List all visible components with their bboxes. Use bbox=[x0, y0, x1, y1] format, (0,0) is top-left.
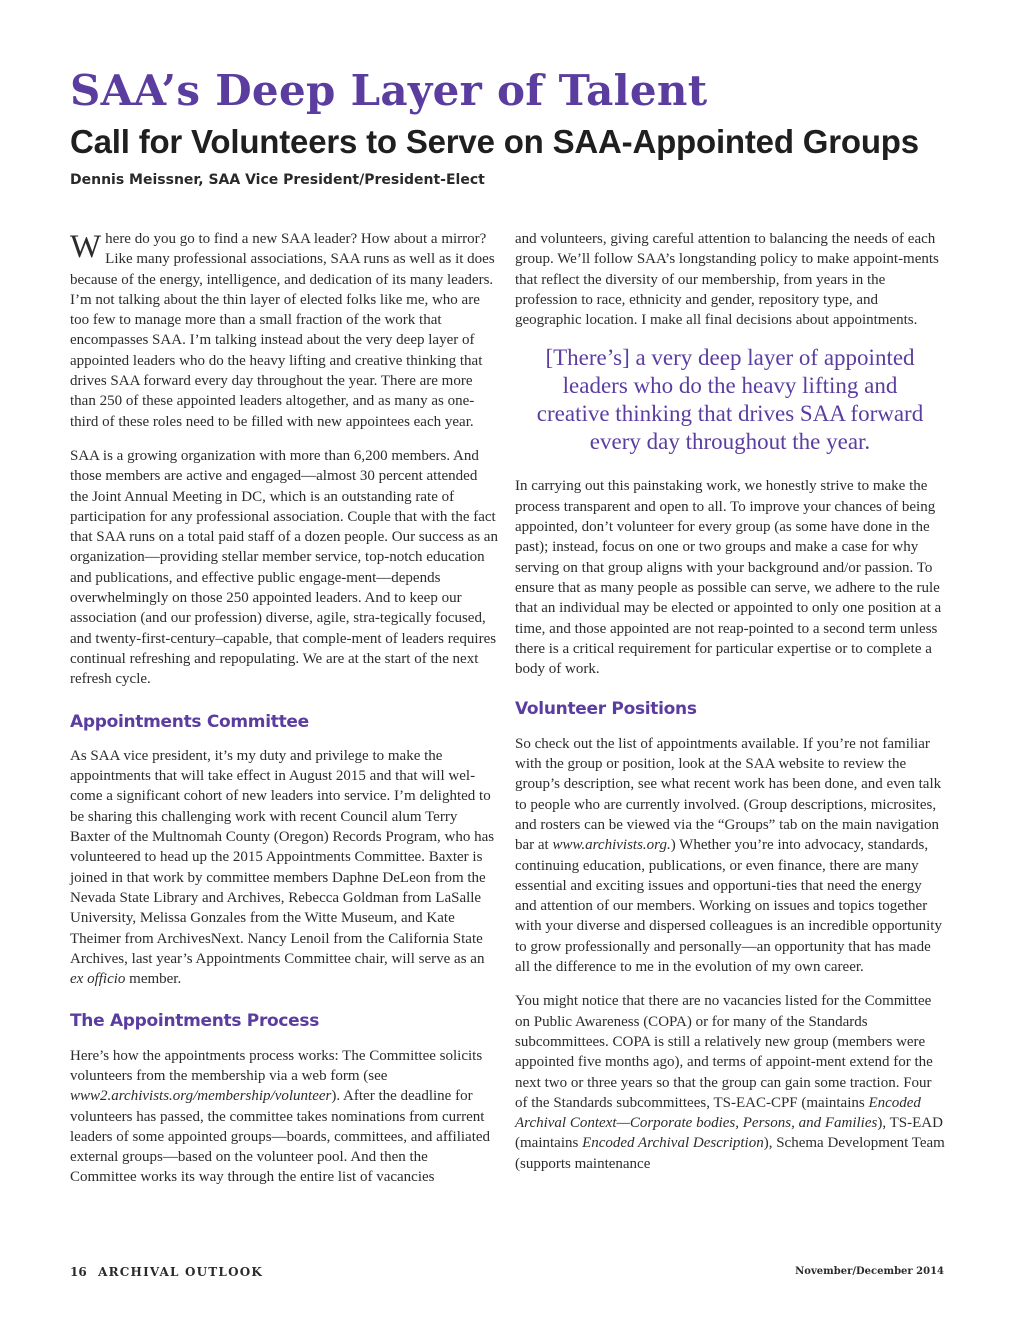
paragraph: In carrying out this painstaking work, we honestly strive to make the process transparent and open to all. To improve your chances of being appointed, don’t volunteer for every group (as some have done in the past); instead, focus on one or two groups and make a case for why serving on that group aligns with your background and/or passion. To ensure that as many people as possible can serve, we adhere to the rule that an individual may be elected or appointed to only one position at a time, and those appointed are not reap-pointed to a second term unless there is a critical requirement for particular expertise or to complete a body of work. bbox=[515, 478, 942, 678]
page-footer bbox=[70, 1265, 263, 1279]
paragraph: Here’s how the appointments process works: The Committee solicits volunteers from the membership via a web form (see www2.archivists.org/membership/volunteer). After the deadline for volunteers has passed, the committee takes nominations from current leaders of some appointed groups—boards, committees, and affiliated external groups—based on the volunteer pool. And then the Committee works its way through the entire list of vacancies bbox=[70, 1047, 491, 1186]
paragraph: SAA is a growing organization with more than 6,200 members. And those members are active and engaged—almost 30 percent attended the Joint Annual Meeting in DC, which is an outstanding rate of participation for any professional association. Couple that with the fact that SAA runs on a total paid staff of a dozen people. Our success as an organization—providing stellar member service, top-notch education and publications, and effective public engage-ment—depends overwhelmingly on those 250 appointed leaders. And to keep our association (and our profession) diverse, agile, stra-tegically focused, and twenty-first-century–capable, that comple-ment of leaders requires continual refreshing and repopulating. We are at the start of the next refresh cycle. bbox=[70, 447, 498, 688]
paragraph: and volunteers, giving careful attention to balancing the needs of each group. We’ll follow SAA’s longstanding policy to make appoint-ments that reflect the diversity of our membership, from years in the profession to race, ethnicity and gender, repository type, and geographic location. I make all final decisions about appointments. bbox=[515, 231, 939, 329]
publication-name: ARCHIVAL OUTLOOK bbox=[98, 1265, 264, 1279]
volunteer-form-link[interactable]: www2.archivists.org/membership/volunteer bbox=[70, 1088, 332, 1105]
section-heading: Appointments Committee bbox=[70, 711, 309, 732]
right-column bbox=[515, 229, 945, 1188]
website-link[interactable]: www.archivists.org. bbox=[552, 837, 671, 854]
section-heading: The Appointments Process bbox=[70, 1011, 320, 1032]
page-number: 16 bbox=[70, 1265, 87, 1279]
issue-date: November/December 2014 bbox=[795, 1266, 944, 1277]
left-column bbox=[70, 229, 498, 1202]
author-byline: Dennis Meissner, SAA Vice President/President-Elect bbox=[70, 172, 485, 188]
paragraph: So check out the list of appointments available. If you’re not familiar with the group or position, look at the SAA website to review the group’s description, see what recent work has been done, and even talk to people who are currently involved. (Group descriptions, microsites, and rosters can be viewed via the “Groups” tab on the main navigation bar at www.archivists.org.) Whether you’re into advocacy, standards, continuing education, publications, or even finance, there are many essential and exciting issues and opportuni-ties that need the energy and attention of our members. Working on issues and topics together with your diverse and dispersed colleagues is an incredible opportunity to grow professionally and personally—an opportunity that has made all the difference to me in the evolution of my own career. bbox=[515, 735, 942, 976]
paragraph: As SAA vice president, it’s my duty and privilege to make the appointments that will take effect in August 2015 and that will wel-come a significant cohort of new leaders into service. I’m delighted to be sharing this challenging work with recent Council alum Terry Baxter of the Multnomah County (Oregon) Records Program, who has volunteered to head up the 2015 Appointments Committee. Baxter is joined in that work by committee members Daphne DeLeon from the Nevada State Library and Archives, Rebecca Goldman from LaSalle University, Melissa Gonzales from the Witte Museum, and Kate Theimer from ArchivesNext. Nancy Lenoil from the California State Archives, last year’s Appointments Committee chair, will serve as an ex officio member. bbox=[70, 747, 495, 988]
paragraph: You might notice that there are no vacancies listed for the Committee on Public Awareness (COPA) or for many of the Standards subcommittees. COPA is still a relatively new group (members were appointed five months ago), and terms of appoint-ment extend for the next two or three years so that the group can gain some traction. Four of the Standards subcommittees, TS-EAC-CPF (maintains Encoded Archival Context—Corporate bodies, Persons, and Families), TS-EAD (maintains Encoded Archival Description), Schema Development Team (supports maintenance bbox=[515, 993, 945, 1172]
article-subtitle: Call for Volunteers to Serve on SAA-Appointed Groups bbox=[70, 123, 919, 160]
drop-cap: W bbox=[70, 229, 102, 265]
section-heading: Volunteer Positions bbox=[515, 699, 697, 720]
article-title: SAA’s Deep Layer of Talent bbox=[70, 66, 708, 115]
paragraph: Where do you go to find a new SAA leader? How about a mirror? Like many professional associations, SAA runs as well as it does because of the energy, intelligence, and dedication of its many leaders. I’m not talking about the thin layer of elected folks like me, who are too few to manage more than a small fraction of the work that encompasses SAA. I’m talking instead about the very deep layer of appointed leaders who do the heavy lifting and creative thinking that drives SAA forward every day throughout the year. There are more than 250 of these appointed leaders altogether, and as many as one-third of these roles need to be filled with new appointees each year. bbox=[70, 229, 495, 430]
pull-quote: [There’s] a very deep layer of appointed leaders who do the heavy lifting and creative thinking that drives SAA forward every day throughout the year. bbox=[536, 345, 924, 455]
